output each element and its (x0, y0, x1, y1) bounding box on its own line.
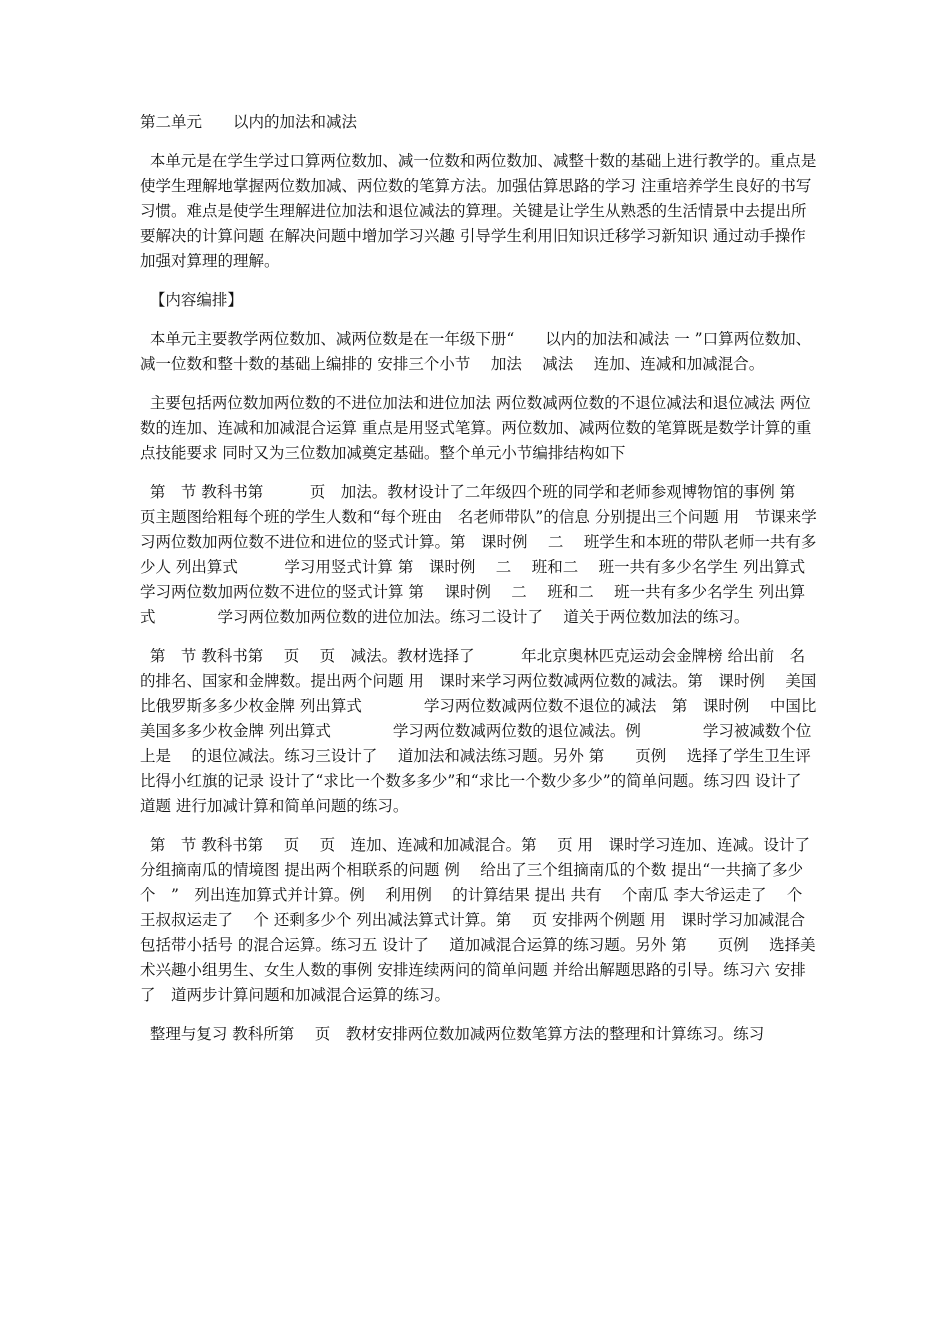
paragraph-intro: 本单元是在学生学过口算两位数加、减一位数和两位数加、减整十数的基础上进行教学的。重点是使学生理解地掌握两位数加减、两位数的笔算方法。加强估算思路的学习 注重培养学生良好的书写习惯。难点是使学生理解进位加法和退位减法的算理。关键是让学生从熟悉的生活情景中去提出所要解决的计算问题 在解决问题中增加学习兴趣 引导学生利用旧知识迁移学习新知识 通过动手操作加强对算理的理解。 (140, 152, 817, 270)
paragraph-section-mixed: 第 节 教科书第 页 页 连加、连减和加减混合。第 页 用 课时学习连加、连减。设计了分组摘南瓜的情境图 提出两个相联系的问题 例 给出了三个组摘南瓜的个数 提出“一共摘了多少个 ” 列出连加算式并计算。例 利用例 的计算结果 提出 共有 个南瓜 李大爷运走了 个 王叔叔运走了 个 还剩多少个 列出减法算式计算。第 页 安排两个例题 用 课时学习加减混合 包括带小括号 的混合运算。练习五 设计了 道加减混合运算的练习题。另外 第 页例 选择美术兴趣小组男生、女生人数的事例 安排连续两问的简单问题 并给出解题思路的引导。练习六 安排了 道两步计算问题和加减混合运算的练习。 (140, 836, 816, 1004)
paragraph-section-addition: 第 节 教科书第 页 加法。教材设计了二年级四个班的同学和老师参观博物馆的事例 第 页主题图给粗每个班的学生人数和“每个班由 名老师带队”的信息 分别提出三个问题 用 节课来学习两位数加两位数不进位和进位的竖式计算。第 课时例 二 班学生和本班的带队老师一共有多少人 列出算式 学习用竖式计算 第 课时例 二 班和二 班一共有多少名学生 列出算式 学习两位数加两位数不进位的竖式计算 第 课时例 二 班和二 班一共有多少名学生 列出算式 学习两位数加两位数的进位加法。练习二设计了 道关于两位数加法的练习。 (140, 483, 868, 626)
paragraph-arrangement: 本单元主要教学两位数加、减两位数是在一年级下册“ 以内的加法和减法 一 ”口算两位数加、减一位数和整十数的基础上编排的 安排三个小节 加法 减法 连加、连减和加减混合。 (140, 330, 812, 373)
document-body (140, 110, 868, 1047)
section-heading-content: 【内容编排】 (140, 291, 243, 309)
unit-title: 第二单元 以内的加法和减法 (140, 113, 358, 131)
paragraph-review: 整理与复习 教科所第 页 教材安排两位数加减两位数笔算方法的整理和计算练习。练习 (140, 1025, 765, 1043)
paragraph-section-subtraction: 第 节 教科书第 页 页 减法。教材选择了 年北京奥林匹克运动会金牌榜 给出前 名的排名、国家和金牌数。提出两个问题 用 课时来学习两位数减两位数的减法。第 课时例 美国比俄罗斯多多少枚金牌 列出算式 学习两位数减两位数不退位的减法 第 课时例 中国比美国多多少枚金牌 列出算式 学习两位数减两位数的退位减法。例 学习被减数个位上是 的退位减法。练习三设计了 道加法和减法练习题。另外 第 页例 选择了学生卫生评比得小红旗的记录 设计了“求比一个数多多少”和“求比一个数少多少”的简单问题。练习四 设计了 道题 进行加减计算和简单问题的练习。 (140, 647, 818, 815)
paragraph-main-content: 主要包括两位数加两位数的不进位加法和进位加法 两位数减两位数的不退位减法和退位减法 两位数的连加、连减和加减混合运算 重点是用竖式笔算。两位数加、减两位数的笔算既是数学计算的重点技能要求 同时又为三位数加减奠定基础。整个单元小节编排结构如下 (140, 394, 812, 462)
